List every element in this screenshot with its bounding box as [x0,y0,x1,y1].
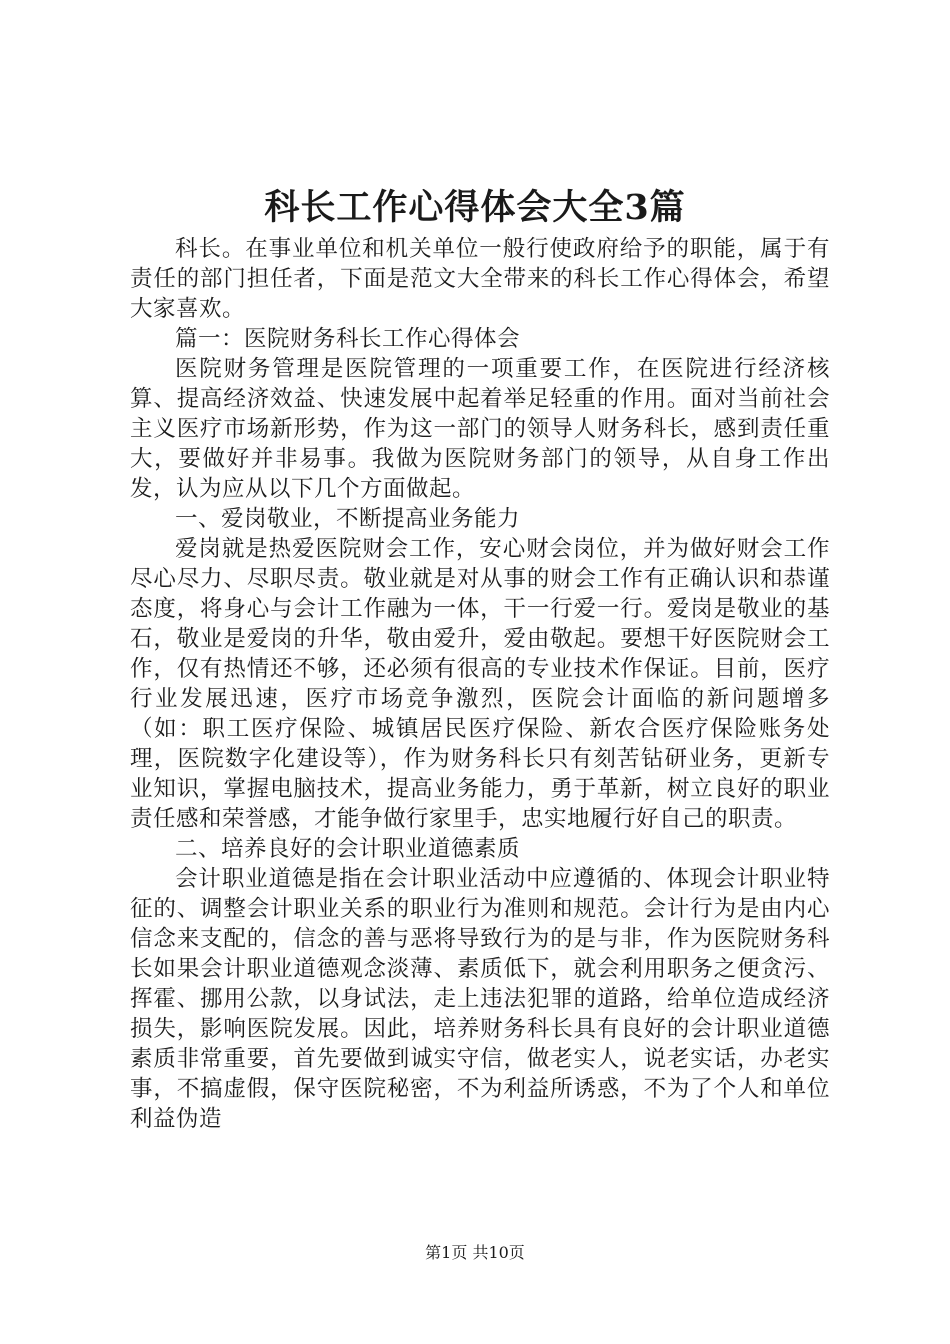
page-number-footer: 第1页 共10页 [425,1243,525,1262]
body-paragraph: 会计职业道德是指在会计职业活动中应遵循的、体现会计职业特征的、调整会计职业关系的职业行为准则和规范。会计行为是由内心信念来支配的，信念的善与恶将导致行为的是与非，作为医院财务科长如果会计职业道德观念淡薄、素质低下，就会利用职务之便贪污、挥霍、挪用公款，以身试法，走上违法犯罪的道路，给单位造成经济损失，影响医院发展。因此，培养财务科长具有良好的会计职业道德素质非常重要，首先要做到诚实守信，做老实人，说老实话，办老实事，不搞虚假，保守医院秘密，不为利益所诱惑，不为了个人和单位利益伪造 [130,866,830,1132]
section-heading-part-one: 篇一：医院财务科长工作心得体会 [175,326,521,352]
document-title: 科长工作心得体会大全3篇 [264,187,686,228]
body-paragraph: 爱岗就是热爱医院财会工作，安心财会岗位，并为做好财会工作尽心尽力、尽职尽责。敬业就是对从事的财会工作有正确认识和恭谨态度，将身心与会计工作融为一体，干一行爱一行。爱岗是敬业的基石，敬业是爱岗的升华，敬由爱升，爱由敬起。要想干好医院财会工作，仅有热情还不够，还必须有很高的专业技术作保证。目前，医疗行业发展迅速，医疗市场竞争激烈，医院会计面临的新问题增多（如：职工医疗保险、城镇居民医疗保险、新农合医疗保险账务处理，医院数字化建设等），作为财务科长只有刻苦钻研业务，更新专业知识，掌握电脑技术，提高业务能力，勇于革新，树立良好的职业责任感和荣誉感，才能争做行家里手，忠实地履行好自己的职责。 [130,536,830,832]
section-heading-two: 二、培养良好的会计职业道德素质 [175,836,521,862]
body-paragraph: 医院财务管理是医院管理的一项重要工作，在医院进行经济核算、提高经济效益、快速发展中起着举足轻重的作用。面对当前社会主义医疗市场新形势，作为这一部门的领导人财务科长，感到责任重大，要做好并非易事。我做为医院财务部门的领导，从自身工作出发，认为应从以下几个方面做起。 [130,356,830,502]
section-heading-one: 一、爱岗敬业，不断提高业务能力 [175,506,521,532]
document-body [130,234,830,1134]
intro-paragraph: 科长。在事业单位和机关单位一般行使政府给予的职能，属于有责任的部门担任者，下面是范文大全带来的科长工作心得体会，希望大家喜欢。 [130,236,830,322]
